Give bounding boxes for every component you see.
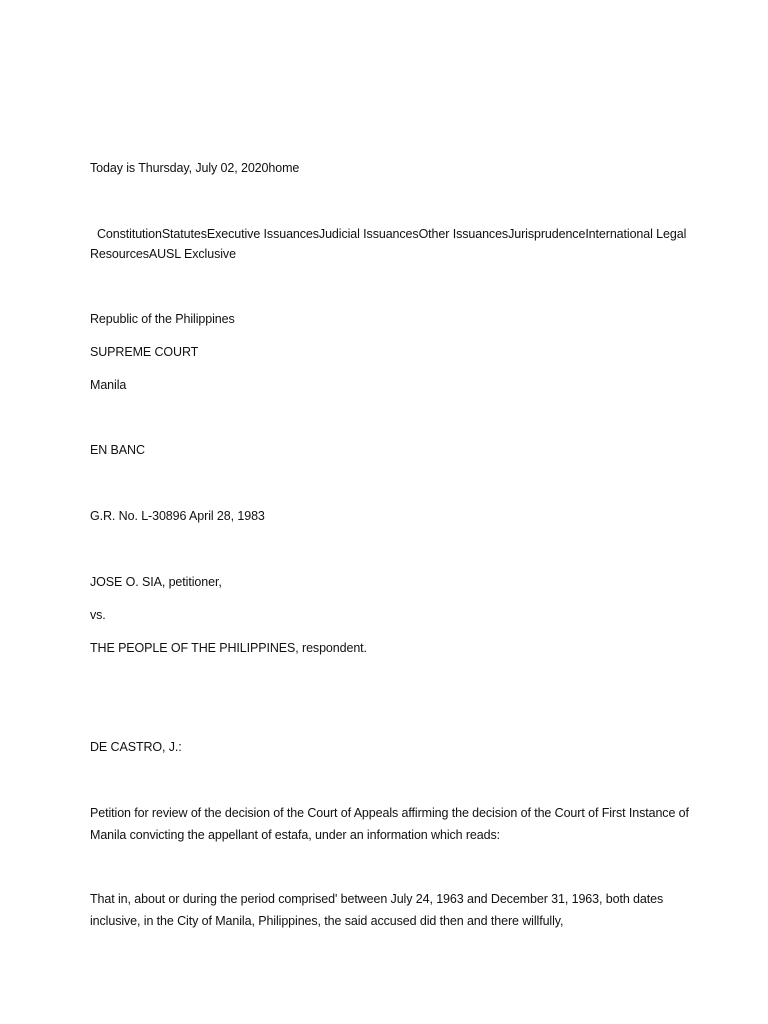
nav-item-judicial-issuances[interactable]: Judicial Issuances [318, 227, 419, 241]
nav-item-jurisprudence[interactable]: Jurisprudence [508, 227, 586, 241]
respondent-line: THE PEOPLE OF THE PHILIPPINES, respondent. [90, 641, 367, 655]
petitioner-line: JOSE O. SIA, petitioner, [90, 575, 222, 589]
city-heading: Manila [90, 378, 127, 392]
date-line [90, 158, 299, 178]
nav-item-statutes[interactable]: Statutes [161, 227, 207, 241]
decision-paragraph-1: Petition for review of the decision of the Court of Appeals affirming the decision of the Court of First Instance of Manila convicting the appellant of estafa, under an information which reads: [90, 806, 689, 842]
nav-item-ausl-exclusive[interactable]: AUSL Exclusive [148, 247, 236, 261]
date-text: Today is Thursday, July 02, 2020 [90, 161, 269, 175]
republic-heading: Republic of the Philippines [90, 312, 235, 326]
nav-item-constitution[interactable]: Constitution [97, 227, 162, 241]
case-number: G.R. No. L-30896 April 28, 1983 [90, 509, 265, 523]
decision-paragraph-2: That in, about or during the period comprised' between July 24, 1963 and December 31, 1963, both dates inclusive, in the City of Manila, Philippines, the said accused did then and there willfully, [90, 892, 664, 928]
nav-item-executive-issuances[interactable]: Executive Issuances [206, 227, 319, 241]
home-link[interactable]: home [268, 161, 300, 175]
versus-line: vs. [90, 608, 106, 622]
division-heading: EN BANC [90, 443, 145, 457]
nav-menu [90, 224, 690, 264]
nav-item-other-issuances[interactable]: Other Issuances [418, 227, 509, 241]
ponente-line: DE CASTRO, J.: [90, 740, 182, 754]
nav-item-international-legal-resources[interactable]: International Legal Resources [90, 227, 687, 261]
court-name-heading: SUPREME COURT [90, 345, 199, 359]
